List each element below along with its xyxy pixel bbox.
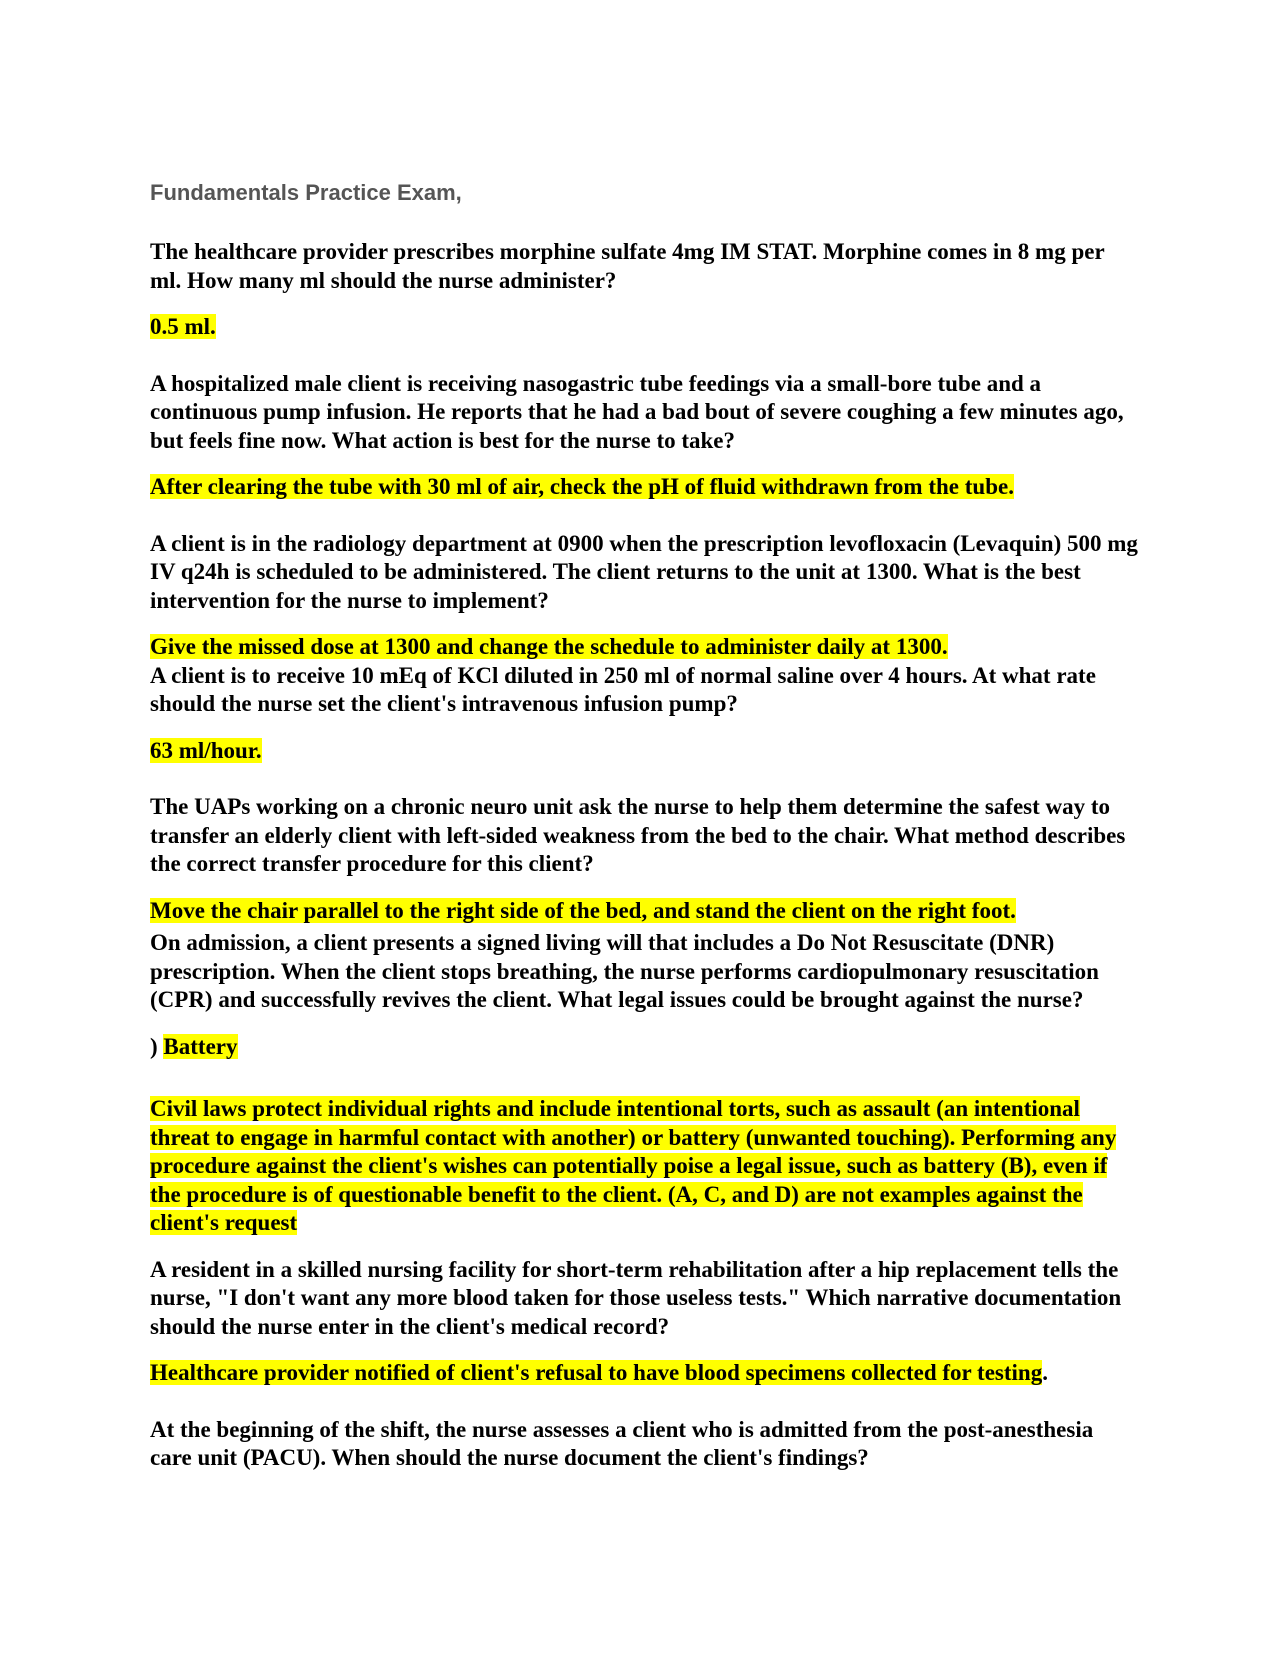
answer-7 (150, 1359, 1140, 1388)
answer-6-prefix: ) (150, 1033, 158, 1059)
rationale-6-highlight: Civil laws protect individual rights and include intentional torts, such as assault (an intentional threat to engage in harmful contact with another) or battery (unwanted touching). Performing any procedure against the client's wishes can potentially poise a legal issue, such as battery (B), even if the procedure is of questionable benefit to the client. (A, C, and D) are not examples against the client's request (150, 1096, 1117, 1235)
question-5: The UAPs working on a chronic neuro unit ask the nurse to help them determine the safest way to transfer an elderly client with left-sided weakness from the bed to the chair. What method describes the correct transfer procedure for this client? (150, 794, 1126, 876)
question-3: A client is in the radiology department at 0900 when the prescription levofloxacin (Levaquin) 500 mg IV q24h is scheduled to be administered. The client returns to the unit at 1300. What is the best intervention for the nurse to implement? (150, 530, 1138, 613)
answer-1 (150, 313, 1140, 342)
question-4: A client is to receive 10 mEq of KCl diluted in 250 ml of normal saline over 4 hours. At what rate should the nurse set the client's intravenous infusion pump? (150, 662, 1096, 716)
answer-6 (150, 1033, 1140, 1062)
answer-3-highlight: Give the missed dose at 1300 and change the schedule to administer daily at 1300. (150, 634, 948, 659)
answer-7-highlight: Healthcare provider notified of client's refusal to have blood specimens collected for testing (150, 1360, 1043, 1385)
answer-4-highlight: 63 ml/hour. (150, 737, 262, 763)
answer-4 (150, 737, 1140, 766)
rationale-6 (150, 1095, 1140, 1238)
question-1: The healthcare provider prescribes morphine sulfate 4mg IM STAT. Morphine comes in 8 mg per ml. How many ml should the nurse administer? (150, 239, 1105, 293)
question-7: A resident in a skilled nursing facility for short-term rehabilitation after a hip replacement tells the nurse, "I don't want any more blood taken for those useless tests." Which narrative documentation should the nurse enter in the client's medical record? (150, 1256, 1122, 1339)
document-title: Fundamentals Practice Exam, (150, 180, 462, 205)
question-2: A hospitalized male client is receiving nasogastric tube feedings via a small-bore tube and a continuous pump infusion. He reports that he had a bad bout of severe coughing a few minutes ago, but feels fine now. What action is best for the nurse to take? (150, 370, 1124, 453)
answer-7-suffix: . (1042, 1360, 1048, 1385)
answer-3 (150, 633, 1140, 662)
answer-5 (150, 897, 1140, 926)
answer-5-highlight: Move the chair parallel to the right side of the bed, and stand the client on the right foot. (150, 897, 1016, 923)
answer-2-highlight: After clearing the tube with 30 ml of air, check the pH of fluid withdrawn from the tube. (150, 474, 1014, 499)
question-6: On admission, a client presents a signed living will that includes a Do Not Resuscitate (DNR) prescription. When the client stops breathing, the nurse performs cardiopulmonary resuscitation (CPR) and successfully revives the client. What legal issues could be brought against the nurse? (150, 930, 1099, 1012)
answer-2 (150, 473, 1140, 502)
answer-6-highlight: Battery (163, 1033, 238, 1059)
question-8: At the beginning of the shift, the nurse assesses a client who is admitted from the post-anesthesia care unit (PACU). When should the nurse document the client's findings? (150, 1416, 1094, 1470)
answer-1-highlight: 0.5 ml. (150, 314, 216, 339)
document-body (150, 178, 1140, 1473)
